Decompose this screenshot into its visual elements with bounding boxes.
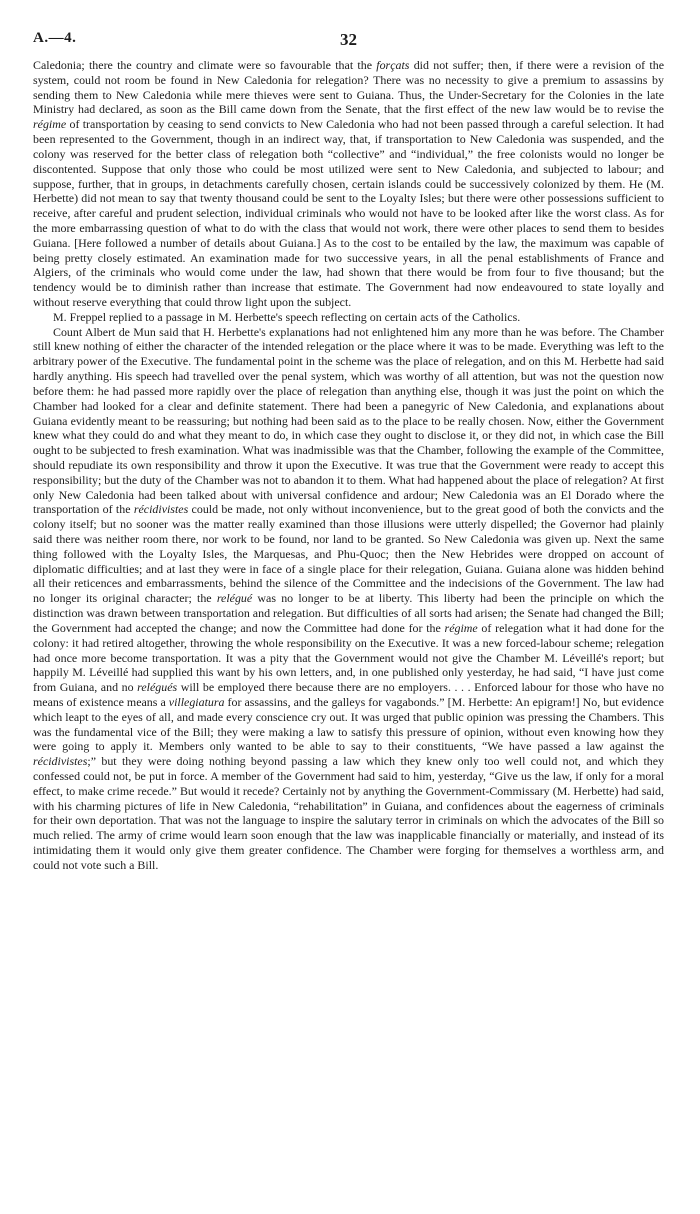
report-body [33, 58, 664, 873]
page-number: 32 [340, 30, 357, 49]
text-run: was no longer to be at liberty. This liberty had been the principle on which the distinction was drawn between transportation and relegation. But difficulties of all sorts had arisen; the Senate had changed the Bill; the Government had accepted the change; and now the Committee had done for the [33, 591, 664, 635]
text-run: ;” but they were doing nothing beyond passing a law which they knew only too well could not, and which they confessed could not, be put in force. A member of the Government had said to him, yesterday, “Give us the law, if only for a moral effect, to make crime recede.” But would it recede? Certainly not by anything the Government-Commissary (M. Herbette) had said, with his charming pictures of life in New Caledonia, “rehabilitation” in Guiana, and confidences about the eagerness of criminals for their own deportation. That was not the language to inspire the salutary terror in criminals on which the advocates of the Bill so much relied. The army of crime would learn soon enough that the law was inapplicable financially or materially, and instead of its intimidating them it would only give them greater confidence. The Chamber were forging for themselves a worthless arm, and could not vote such a Bill. [33, 754, 664, 872]
parliamentary-paper-reference: A.—4. [33, 30, 77, 46]
italic-term: relégués [137, 680, 178, 695]
italic-term: villegiatura [168, 694, 225, 709]
text-run: Count Albert de Mun said that H. Herbette's explanations had not enlightened him any more than he was before. The Chamber still knew nothing of either the character of the intended relegation or the place where it was to be made. Everything was left to the arbitrary power of the Executive. The fundamental point in the scheme was the place of relegation, and on this M. Herbette had said hardly anything. His speech had travelled over the penal system, which was worthy of all attention, but was not the question now before them: he had passed more rapidly over the place of relegation than anything else, though it was just the point on which the Chamber had looked for a clear and definite statement. There had been a panegyric of New Caledonia, and explanations about Guiana evidently meant to be reassuring; but nothing had been said as to the place to be really chosen. Now, either the Government knew what they could do and what they meant to do, in which case they ought to disclose it, or they did not, in which case the Bill ought to be subjected to fresh examination. What was inadmissible was that the Chamber, following the example of the Committee, should repudiate its own responsibility and throw it upon the Executive. It was true that the Government were ready to accept this responsibility; but the duty of the Chamber was not to abandon it to them. What had happened about the place of relegation? At first only New Caledonia had been talked about with universal confidence and ardour; New Caledonia was an El Dorado where the transportation of the [33, 324, 664, 517]
italic-term: récidivistes [133, 502, 189, 517]
italic-term: forçats [376, 58, 410, 72]
paragraph [33, 58, 664, 310]
paragraph [33, 325, 664, 873]
italic-term: relégué [216, 591, 253, 606]
paragraph [33, 310, 664, 325]
page-header [33, 30, 664, 58]
text-run: will be employed there because there are no employers. . . . Enforced labour for those who have no means of existence means a [33, 680, 665, 709]
text-run: could be made, not only without inconvenience, but to the great good of both the convicts and the colony itself; but no sooner was the matter really examined than those illusions were utterly dispelled; the Governor had plainly said there was neither room there, nor work to be found, nor land to be granted. So New Caledonia was given up. Next the same thing followed with the Loyalty Isles, the Marquesas, and Phu-Quoc; then the New Hebrides were dropped on account of diplomatic difficulties; and at last they were in face of a single place for their relegation, Guiana. Guiana alone was hidden behind all their reticences and embarrassments, behind the silence of the Committee and the indecisions of the Government. The law had no longer its original character; the [33, 502, 664, 606]
italic-term: régime [33, 117, 67, 132]
text-run: did not suffer; then, if there were a revision of the system, could not room be found in New Caledonia for relegation? There was no necessity to give a premium to assassins by sending them to New Caledonia while mere thieves were sent to Guiana. Thus, the Under-Secretary for the Colonies in the late Ministry had declared, as soon as the Bill came down from the Senate, that the first effect of the new law would be to revise the [33, 58, 664, 117]
text-run: of transportation by ceasing to send convicts to New Caledonia who had not been passed through a careful selection. It had been represented to the Government, though in an indirect way, that, if transportation to New Caledonia was suspended, and the colony was reserved for the better class of relegation both “collective” and “individual,” the free colonists would no longer be discontented. Suppose that only those who could be most utilized were sent to New Caledonia, and subjected to labour; and suppose, further, that in groups, in detachments carefully chosen, certain islands could be successively colonized by them. He (M. Herbette) did not mean to say that twenty thousand could be sent to the Loyalty Isles; but there were other possessions sufficient to receive, after careful and prudent selection, individual criminals who would not have to be looked after like the worst class. As for the more embarrassing question of what to do with the class that would not work, there were other places to send them to besides Guiana. [Here followed a number of details about Guiana.] As to the cost to be entailed by the law, the maximum was capable of being pretty closely estimated. An examination made for two successive years, in all the penal establishments of France and Algiers, of the criminals who would come under the law, had shown that there would be from four to five thousand; but the tendency would be to diminish rather than increase that estimate. The Government had now endeavoured to state loyally and without reserve everything that could throw light upon the subject. [33, 117, 664, 309]
text-run: M. Freppel replied to a passage in M. Herbette's speech reflecting on certain acts of the Catholics. [53, 309, 521, 324]
text-run: Caledonia; there the country and climate were so favourable that the [33, 58, 377, 72]
italic-term: régime [444, 620, 478, 635]
italic-term: récidivistes [33, 754, 88, 769]
text-run: for assassins, and the galleys for vagabonds.” [M. Herbette: An epigram!] No, but evidence which leapt to the eyes of all, and made every conscience cry out. It was urged that public opinion was pressing the Chambers. This was the fundamental vice of the Bill; they were making a law to satisfy this pressure of opinion, without even knowing how they were going to apply it. Members only wanted to be able to say to their constituents, “We have passed a law against the [33, 694, 664, 754]
text-run: of relegation what it had done for the colony: it had retired altogether, throwing the whole responsibility on the Executive. It was a new forced-labour scheme; relegation had once more become transportation. It was a pity that the Government would not give the Chamber M. Léveillé's report; but happily M. Léveillé had supplied this want by his own letters, and, in one published only yesterday, he had said, “I have just come from Guiana, and no [33, 620, 665, 695]
